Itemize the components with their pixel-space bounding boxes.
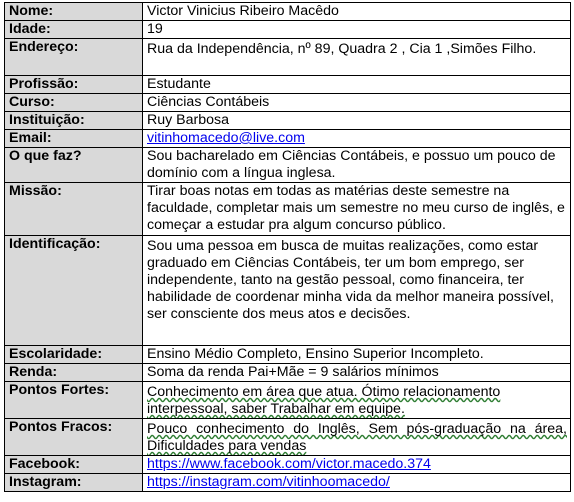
value-escolaridade: Ensino Médio Completo, Ensino Superior Incompleto. [143,346,571,364]
row-pontos-fortes [5,382,571,419]
row-escolaridade [5,346,571,364]
label-curso: Curso: [5,94,143,112]
label-profissao: Profissão: [5,76,143,94]
label-instagram: Instagram: [5,474,143,492]
value-profissao: Estudante [143,76,571,94]
value-curso: Ciências Contábeis [143,94,571,112]
value-o-que-faz: Sou bacharelado em Ciências Contábeis, e possuo um pouco de domínio com a língua inglesa. [143,148,571,183]
label-identificacao: Identificação: [5,236,143,346]
pontos-fortes-text: Conhecimento em área que atua. Ótimo relacionamento interpessoal, saber Trabalhar em equipe. [147,384,501,417]
profile-table [4,2,571,492]
row-idade [5,21,571,39]
label-missao: Missão: [5,183,143,236]
label-pontos-fracos: Pontos Fracos: [5,419,143,456]
value-email [143,130,571,148]
row-instagram [5,474,571,492]
label-escolaridade: Escolaridade: [5,346,143,364]
row-pontos-fracos [5,419,571,456]
row-endereco [5,39,571,76]
row-email [5,130,571,148]
value-endereco: Rua da Independência, nº 89, Quadra 2 , Cia 1 ,Simões Filho. [143,39,571,76]
row-instituicao [5,112,571,130]
row-missao [5,183,571,236]
row-identificacao [5,236,571,346]
label-nome: Nome: [5,3,143,21]
value-instagram [143,474,571,492]
value-missao: Tirar boas notas em todas as matérias deste semestre na faculdade, completar mais um semestre no meu curso de inglês, e começar a estudar pra algum concurso público. [143,183,571,236]
instagram-link[interactable]: https://instagram.com/vitinhoomacedo/ [147,474,390,490]
label-o-que-faz: O que faz? [5,148,143,183]
label-renda: Renda: [5,364,143,382]
label-pontos-fortes: Pontos Fortes: [5,382,143,419]
value-facebook [143,456,571,474]
pontos-fracos-text: Pouco conhecimento do Inglês, Sem pós-graduação na área, Dificuldades para vendas [147,421,567,454]
row-curso [5,94,571,112]
value-idade: 19 [143,21,571,39]
value-pontos-fortes [143,382,571,419]
label-facebook: Facebook: [5,456,143,474]
label-idade: Idade: [5,21,143,39]
row-facebook [5,456,571,474]
label-email: Email: [5,130,143,148]
value-instituicao: Ruy Barbosa [143,112,571,130]
row-profissao [5,76,571,94]
label-instituicao: Instituição: [5,112,143,130]
value-identificacao: Sou uma pessoa em busca de muitas realizações, como estar graduado em Ciências Contábeis, ter um bom emprego, ser independente, tanto na gestão pessoal, como financeira, ter habilidade de coordenar minha vida da melhor maneira possível, ser consciente dos meus atos e decisões. [143,236,571,346]
row-o-que-faz [5,148,571,183]
value-pontos-fracos [143,419,571,456]
row-nome [5,3,571,21]
facebook-link[interactable]: https://www.facebook.com/victor.macedo.374 [147,456,431,472]
row-renda [5,364,571,382]
value-renda: Soma da renda Pai+Mãe = 9 salários mínimos [143,364,571,382]
label-endereco: Endereço: [5,39,143,76]
value-nome: Victor Vinicius Ribeiro Macêdo [143,3,571,21]
email-link[interactable]: vitinhomacedo@live.com [147,130,305,146]
